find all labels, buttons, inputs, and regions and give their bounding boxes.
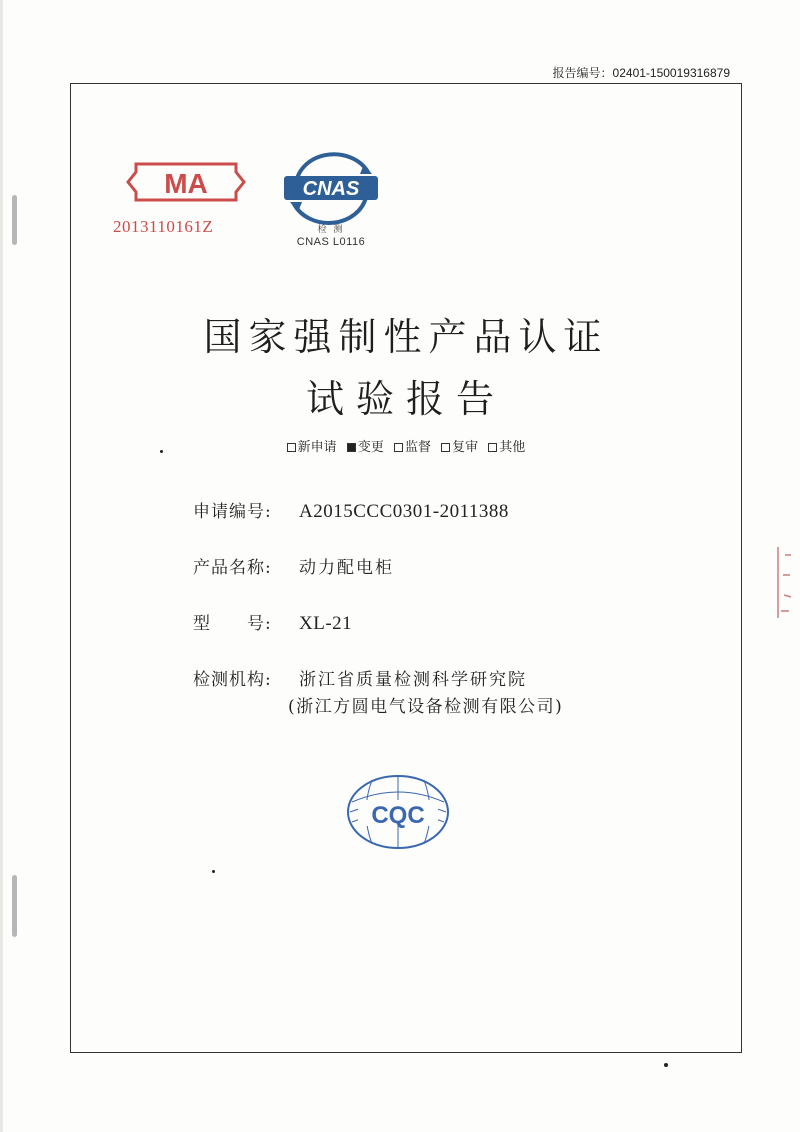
report-type-options bbox=[70, 436, 742, 455]
product-name-value: 动力配电柜 bbox=[299, 558, 394, 578]
checkbox-supervision bbox=[394, 443, 403, 452]
scan-speck bbox=[212, 870, 215, 873]
ma-logo-text: MA bbox=[164, 168, 208, 199]
page-spine-edge bbox=[0, 0, 3, 1132]
checkbox-review bbox=[441, 443, 450, 452]
product-name-label: 产品名称: bbox=[193, 558, 272, 578]
model-field bbox=[193, 609, 352, 635]
checkbox-other bbox=[488, 443, 497, 452]
ma-logo bbox=[126, 160, 246, 204]
model-label: 型 号: bbox=[193, 614, 272, 634]
option-new-application: 新申请 bbox=[287, 440, 337, 455]
application-number-field bbox=[193, 497, 509, 523]
model-value: XL-21 bbox=[299, 613, 353, 634]
product-name-field bbox=[193, 553, 394, 578]
report-subtitle: 试验报告 bbox=[305, 377, 506, 421]
cqc-logo bbox=[342, 772, 454, 852]
testing-body-value: 浙江省质量检测科学研究院 bbox=[299, 670, 527, 690]
testing-body-field bbox=[193, 665, 527, 690]
report-title: 国家强制性产品认证 bbox=[203, 315, 609, 359]
option-review: 复审 bbox=[441, 440, 478, 455]
scan-speck bbox=[664, 1063, 668, 1067]
cnas-accreditation-code: CNAS L0116 bbox=[296, 236, 366, 248]
checkbox-change bbox=[347, 443, 356, 452]
cnas-label: 检 测 bbox=[317, 225, 345, 235]
seal-stamp-edge bbox=[775, 545, 793, 620]
testing-body-label: 检测机构: bbox=[193, 670, 272, 690]
application-number-label: 申请编号: bbox=[193, 502, 272, 522]
cnas-logo-text: CNAS bbox=[302, 178, 360, 200]
checkbox-new-application bbox=[287, 443, 296, 452]
report-number: 报告编号：02401-150019316879 bbox=[552, 66, 730, 80]
cnas-logo bbox=[276, 142, 386, 232]
scan-speck bbox=[160, 450, 163, 453]
binding-ring-top bbox=[12, 195, 17, 245]
testing-body-secondary-value: (浙江方圆电气设备检测有限公司) bbox=[288, 697, 564, 717]
binding-ring-bottom bbox=[12, 875, 17, 937]
option-change: 变更 bbox=[347, 440, 384, 455]
ma-certificate-code: 2013110161Z bbox=[113, 217, 214, 236]
application-number-value: A2015CCC0301-2011388 bbox=[299, 501, 509, 522]
cqc-logo-text: CQC bbox=[371, 802, 425, 829]
option-other: 其他 bbox=[488, 440, 525, 455]
option-supervision: 监督 bbox=[394, 440, 431, 455]
